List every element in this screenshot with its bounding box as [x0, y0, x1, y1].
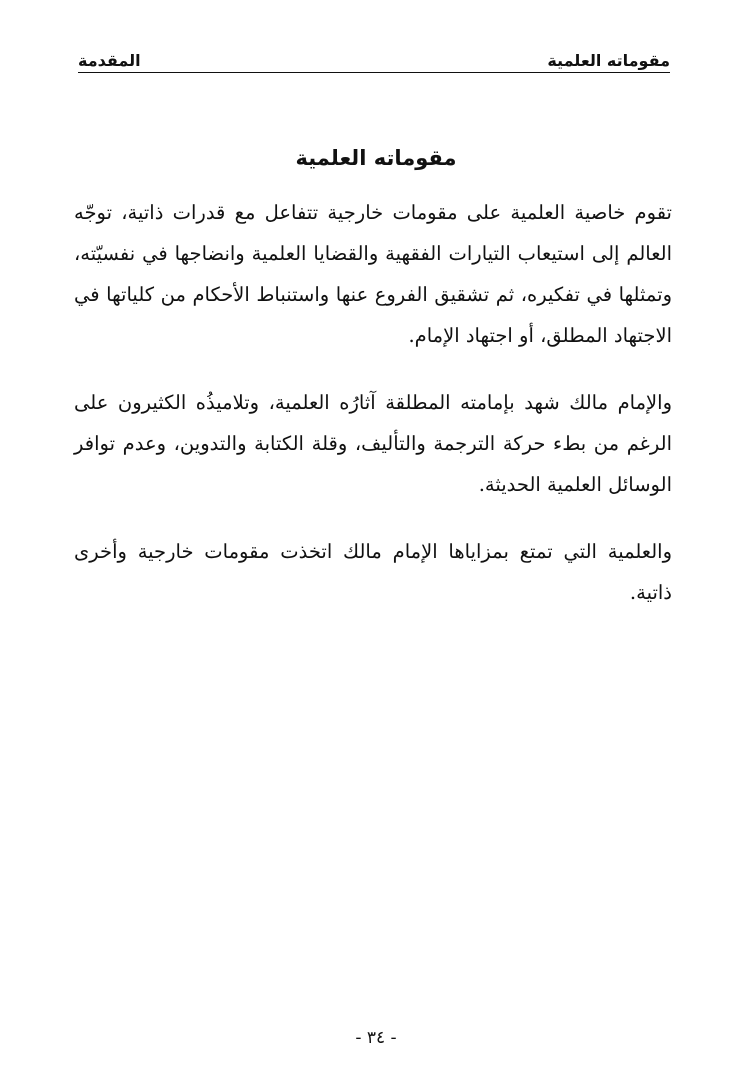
body-text: [74, 192, 672, 639]
paragraph: والعلمية التي تمتع بمزاياها الإمام مالك اتخذت مقومات خارجية وأخرى ذاتية.: [74, 540, 672, 604]
running-header-part-title: المقدمة: [78, 51, 141, 70]
paragraph: والإمام مالك شهد بإمامته المطلقة آثارُه العلمية، وتلاميذُه الكثيرون على الرغم من بطء حركة الترجمة والتأليف، وقلة الكتابة والتدوين، وعدم توافر الوسائل العلمية الحديثة.: [74, 391, 672, 496]
running-header: [78, 40, 670, 73]
paragraph: تقوم خاصية العلمية على مقومات خارجية تتفاعل مع قدرات ذاتية، توجّه العالم إلى استيعاب التيارات الفقهية والقضايا العلمية وانضاجها في نفسيّته، وتمثلها في تفكيره، ثم تشقيق الفروع عنها واستنباط الأحكام من كلياتها في الاجتهاد المطلق، أو اجتهاد الإمام.: [74, 201, 672, 347]
page-number: - ٣٤ -: [355, 1028, 397, 1048]
section-title: مقوماته العلمية: [295, 146, 457, 170]
running-header-chapter-title: مقوماته العلمية: [547, 51, 670, 70]
